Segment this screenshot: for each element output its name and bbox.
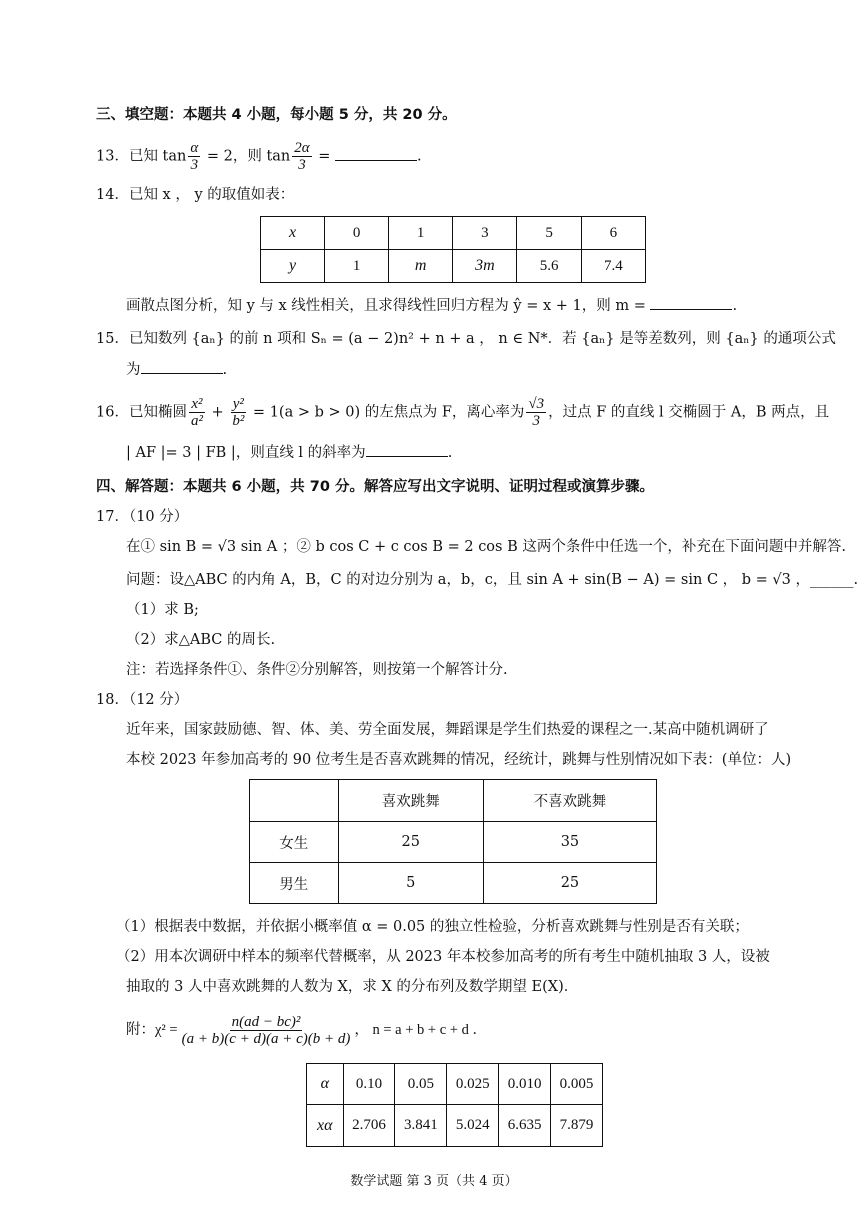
q18-line-1: 近年来，国家鼓励德、智、体、美、劳全面发展，舞蹈课是学生们热爱的课程之一.某高中随机调研了: [126, 722, 769, 738]
table-cell: [250, 780, 339, 822]
q17-line-2: 问题：设△ABC 的内角 A，B，C 的对边分别为 a，b，c，且 sin A + sin(B − A) = sin C ， b = √3 ，______.: [126, 572, 859, 588]
table-cell: 喜欢跳舞: [338, 780, 483, 822]
q13-answer-blank[interactable]: [335, 146, 417, 161]
question-14-text: 画散点图分析，知 y 与 x 线性相关，且求得线性回归方程为 ŷ = x + 1，则 m = .: [126, 295, 804, 317]
q16-fraction-y: $\frac{\text{y²}}{\text{b²}}$: [232, 396, 245, 429]
table-cell: 7.879: [551, 1105, 603, 1147]
table-cell: 不喜欢跳舞: [483, 780, 656, 822]
table-cell: 1: [325, 250, 389, 283]
page-footer: 数学试题 第 3 页（共 4 页）: [350, 1174, 518, 1189]
table-cell: xα: [307, 1105, 344, 1147]
table-cell: m: [389, 250, 453, 283]
question-17-header: 17．（10 分）: [96, 509, 189, 525]
q18-part-2-line-2: 抽取的 3 人中喜欢跳舞的人数为 X，求 X 的分布列及数学期望 E(X)．: [126, 979, 579, 995]
q14-answer-blank[interactable]: [650, 295, 732, 310]
question-14-intro: 14．已知 x ， y 的取值如表：: [96, 187, 295, 203]
q13-text-1: 已知 tan: [128, 148, 187, 165]
table-row: [307, 1064, 603, 1105]
table-cell: 0: [325, 217, 389, 250]
table-cell: x: [261, 217, 325, 250]
table-cell: 男生: [250, 863, 339, 904]
table-cell: 0.010: [499, 1064, 551, 1105]
table-cell: 2.706: [343, 1105, 395, 1147]
q17-note: 注：若选择条件①、条件②分别解答，则按第一个解答计分.: [126, 662, 508, 678]
table-cell: 0.10: [343, 1064, 395, 1105]
table-cell: 3m: [453, 250, 517, 283]
section-heading-fill-in: 三、填空题：本题共 4 小题，每小题 5 分，共 20 分。: [96, 107, 457, 123]
q15-answer-blank[interactable]: [141, 359, 223, 374]
q18-line-2: 本校 2023 年参加高考的 90 位考生是否喜欢跳舞的情况，经统计，跳舞与性别情况如下表：(单位：人): [126, 752, 792, 768]
q13-fraction-1: $\frac{\alpha}{3}$: [190, 140, 199, 173]
table-cell: 6.635: [499, 1105, 551, 1147]
table-cell: 3: [453, 217, 517, 250]
q16-answer-blank[interactable]: [366, 442, 448, 457]
q18-survey-table: [249, 779, 657, 904]
q18-part-1: （1）根据表中数据，并依据小概率值 α = 0.05 的独立性检验，分析喜欢跳舞与性别是否有关联；: [116, 919, 749, 935]
section-heading-solutions: 四、解答题：本题共 6 小题，共 70 分。解答应写出文字说明、证明过程或演算步骤。: [96, 479, 654, 495]
table-row: [250, 822, 657, 863]
q13-text-2: = 2，则 tan: [202, 148, 291, 165]
table-cell: 0.005: [551, 1064, 603, 1105]
q16-fraction-eccentricity: $\frac{√3}{3}$: [528, 396, 545, 429]
table-row: [307, 1105, 603, 1147]
q17-line-4: （2）求△ABC 的周长.: [126, 632, 276, 648]
question-16-line-2: | AF |= 3 | FB |，则直线 l 的斜率为 .: [126, 442, 804, 464]
table-cell: 35: [483, 822, 656, 863]
q14-value-table: [260, 216, 646, 283]
table-cell: 0.025: [447, 1064, 499, 1105]
table-cell: 0.05: [395, 1064, 447, 1105]
table-cell: y: [261, 250, 325, 283]
table-cell: 女生: [250, 822, 339, 863]
question-15-line-1: 15．已知数列 {aₙ} 的前 n 项和 Sₙ = (a − 2)n² + n + a ， n ∈ N*．若 {aₙ} 是等差数列，则 {aₙ} 的通项公式: [96, 331, 836, 347]
table-cell: α: [307, 1064, 344, 1105]
table-cell: 5.024: [447, 1105, 499, 1147]
table-cell: 25: [483, 863, 656, 904]
table-cell: 5: [338, 863, 483, 904]
chi-square-fraction: $\frac{\text{n(ad − bc)²}}{(a + b)(c + d)(a + c)(b + d)}$: [181, 1013, 351, 1047]
q13-fraction-2: $\frac{2\alpha}{3}$: [294, 140, 310, 173]
q17-line-1: 在① sin B = √3 sin A ；② b cos C + c cos B = 2 cos B 这两个条件中任选一个，补充在下面问题中并解答.: [126, 539, 846, 555]
question-15-line-2: 为 .: [126, 359, 804, 381]
q13-text-3: =: [313, 148, 331, 165]
question-16-line-1: 16．已知椭圆 $\frac{\text{x²}}{\text{a²}}$ + $\frac{\text{y²}}{\text{b²}}$ = 1(a > b > 0) 的左焦点为 F，离心率为 $\frac{√3}{3}$ ，过点 F 的直线 l 交椭圆于 A，B 两点，且: [96, 396, 830, 429]
table-cell: 25: [338, 822, 483, 863]
q17-line-3: （1）求 B;: [126, 602, 199, 618]
q18-appendix-formula: 附：χ² = $\frac{\text{n(ad − bc)²}}{(a + b)(c + d)(a + c)(b + d)}$ ， n = a + b + c + d ．: [126, 1013, 487, 1047]
question-13: 13．已知 tan $\frac{\alpha}{3}$ = 2，则 tan $\frac{2\alpha}{3}$ = .: [96, 140, 422, 173]
table-cell: 7.4: [581, 250, 645, 283]
q13-number: 13．: [96, 148, 129, 165]
q14-row-y: [261, 250, 646, 283]
chi-square-critical-value-table: [306, 1063, 603, 1147]
question-18-header: 18．（12 分）: [96, 692, 189, 708]
table-cell: 5: [517, 217, 581, 250]
table-row: [250, 780, 657, 822]
table-cell: 3.841: [395, 1105, 447, 1147]
table-row: [250, 863, 657, 904]
table-cell: 5.6: [517, 250, 581, 283]
table-cell: 1: [389, 217, 453, 250]
q16-fraction-x: $\frac{\text{x²}}{\text{a²}}$: [190, 396, 203, 429]
q14-row-x: [261, 217, 646, 250]
q18-part-2-line-1: （2）用本次调研中样本的频率代替概率，从 2023 年本校参加高考的所有考生中随机抽取 3 人，设被: [116, 949, 770, 965]
table-cell: 6: [581, 217, 645, 250]
